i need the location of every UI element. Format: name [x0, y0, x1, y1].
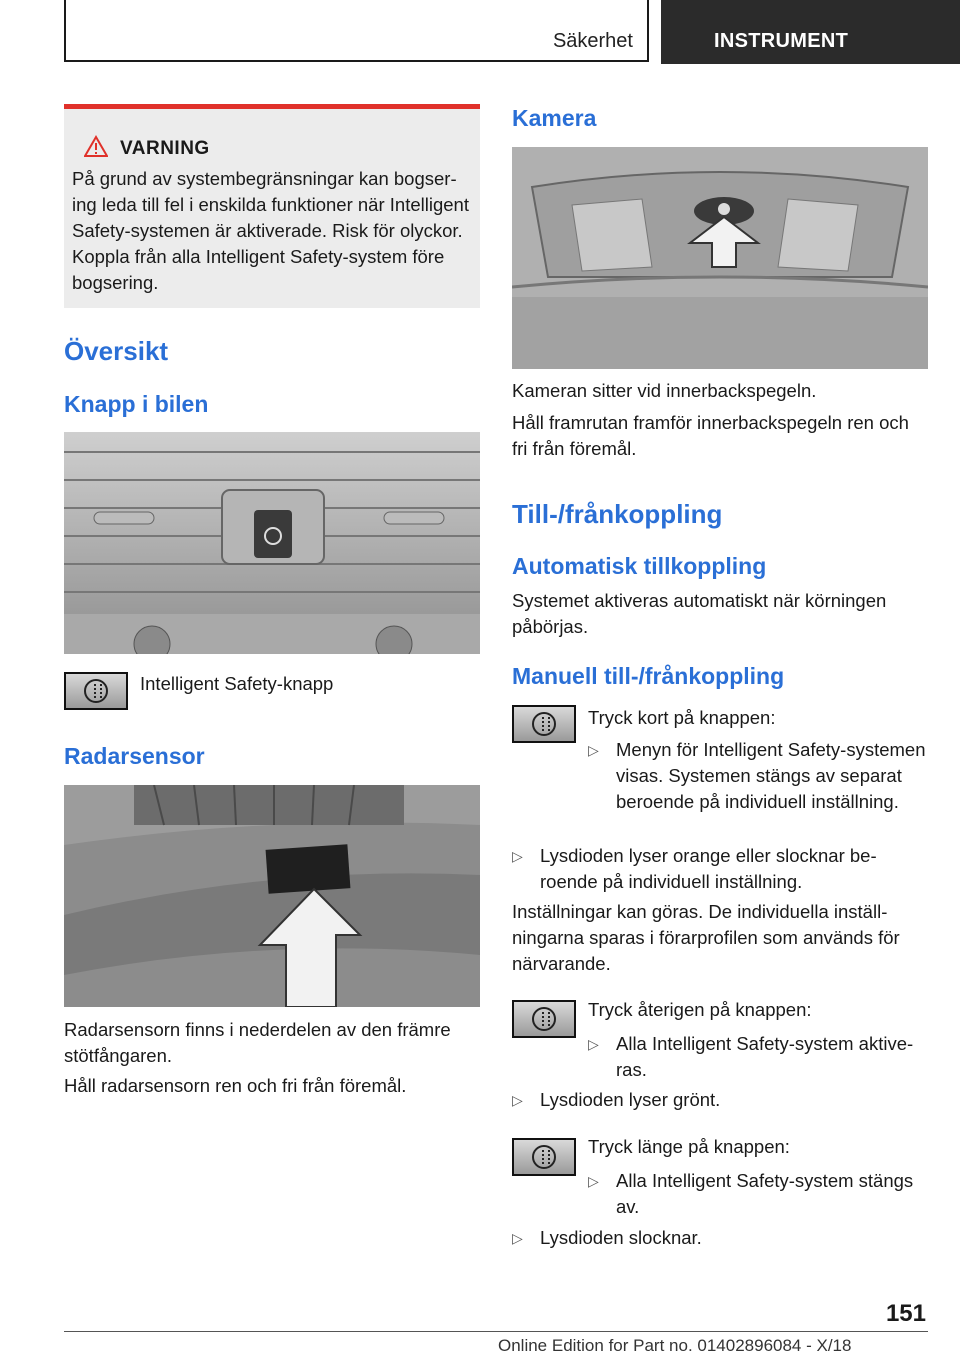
warning-title: VARNING: [120, 138, 210, 159]
short-press-text: Tryck kort på knappen:: [588, 707, 776, 728]
footer-divider: [64, 1331, 928, 1332]
bullet-triangle-icon: ▷: [588, 742, 599, 758]
bullet-triangle-icon: ▷: [512, 848, 523, 864]
safety-button-image: [512, 1138, 576, 1176]
button-caption: Intelligent Safety-knapp: [140, 673, 334, 694]
safety-button-image: [64, 672, 128, 710]
bullet-triangle-icon: ▷: [588, 1036, 599, 1052]
section-tab-label: Säkerhet: [552, 30, 633, 52]
dashboard-button-photo: [64, 432, 480, 654]
section-tab[interactable]: [64, 0, 649, 62]
manual-heading: Manuell till-/frånkoppling: [512, 663, 785, 689]
bullet-triangle-icon: ▷: [512, 1092, 523, 1108]
safety-button-image: [512, 705, 576, 743]
toggle-heading: Till-/frånkoppling: [512, 499, 723, 529]
chapter-tab[interactable]: [661, 0, 960, 64]
warning-heading: [84, 135, 210, 160]
radar-sensor-photo: [64, 785, 480, 1007]
bullet-triangle-icon: ▷: [512, 1230, 523, 1246]
settings-paragraph: Inställningar kan göras. De individuella inställningarna sparas i förarprofilen som används för närvarande.: [512, 901, 900, 974]
again-press-text: Tryck återigen på knappen:: [588, 999, 812, 1020]
warning-triangle-icon: [84, 135, 108, 157]
camera-heading: Kamera: [512, 105, 597, 131]
intelligent-safety-icon: [532, 1145, 556, 1169]
warning-box: [64, 104, 480, 308]
intelligent-safety-icon: [532, 1007, 556, 1031]
safety-button-image: [512, 1000, 576, 1038]
bullet-triangle-icon: ▷: [588, 1173, 599, 1189]
auto-paragraph: Systemet aktiveras automatiskt när körningen påbörjas.: [512, 590, 887, 637]
button-heading: Knapp i bilen: [64, 391, 209, 417]
auto-heading: Automatisk tillkoppling: [512, 553, 767, 579]
warning-text: På grund av systembegränsningar kan bogsering leda till fel i enskilda funktioner när Intelligent Safety-systemen är aktiverade. Risk för olyckor. Koppla från alla Intelligent Safety-system före bogsering.: [72, 168, 469, 293]
radar-heading: Radarsensor: [64, 743, 205, 769]
page-header: [0, 0, 960, 66]
intelligent-safety-icon: [532, 712, 556, 736]
intelligent-safety-icon: [84, 679, 108, 703]
radar-paragraph-1: Radarsensorn finns i nederdelen av den främre stötfångaren.: [64, 1019, 451, 1066]
radar-paragraph-2: Håll radarsensorn ren och fri från föremål.: [64, 1075, 407, 1096]
edition-text: Online Edition for Part no. 01402896084 - X/18: [498, 1336, 852, 1355]
camera-paragraph-1: Kameran sitter vid innerbackspegeln.: [512, 380, 817, 401]
page-number: 151: [885, 1300, 926, 1327]
chapter-tab-label: INSTRUMENT: [714, 30, 849, 52]
long-press-text: Tryck länge på knappen:: [588, 1136, 790, 1157]
camera-photo: [512, 147, 928, 369]
camera-paragraph-2: Håll framrutan framför innerbackspegeln ren och fri från föremål.: [512, 412, 909, 459]
overview-heading: Översikt: [64, 336, 169, 366]
